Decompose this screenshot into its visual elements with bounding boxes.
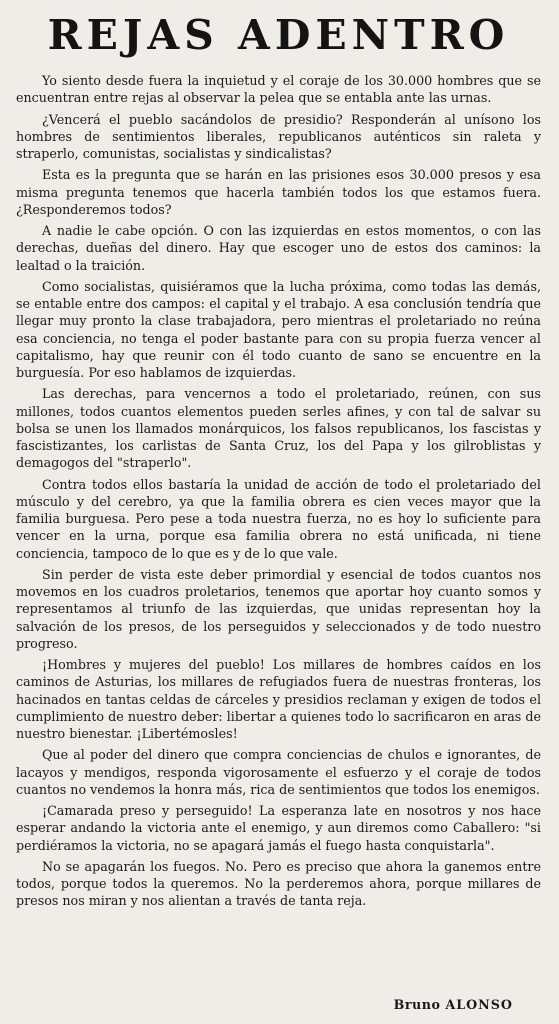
article-paragraph: No se apagarán los fuegos. No. Pero es preciso que ahora la ganemos entre todos, porque todos la queremos. No la perderemos ahora, porque millares de presos nos miran y nos alientan a través de tanta reja. (16, 858, 541, 909)
article-paragraph: ¡Camarada preso y perseguido! La esperanza late en nosotros y nos hace esperar andando la victoria ante el enemigo, y aun diremos como Caballero: "si perdiéramos la victoria, no se apagará jamás el fuego hasta conquistarla". (16, 803, 541, 853)
article-paragraph: Como socialistas, quisiéramos que la lucha próxima, como todas las demás, se entable entre dos campos: el capital y el trabajo. A esa conclusión tendría que llegar muy pronto la clase trabajadora, pero mientras el proletariado no reúna esa conciencia, no tenga el poder bastante para con su propia fuerza vencer al capitalismo, hay que reunir con él todo cuanto de sano se encuentre en la burguesía. Por eso hablamos de izquierdas. (16, 278, 541, 380)
article-body (16, 72, 541, 910)
article-paragraph: Las derechas, para vencernos a todo el proletariado, reúnen, con sus millones, todos cuantos elementos pueden serles afines, y con tal de salvar su bolsa se unen los llamados monárquicos, los falsos republicanos, los fascistas y fascistizantes, los carlistas de Santa Cruz, los del Papa y los gilroblistas y demagogos del "straperlo". (16, 386, 541, 471)
article-headline: REJAS ADENTRO (47, 11, 510, 59)
article-paragraph: ¿Vencerá el pueblo sacándolos de presidio? Responderán al unísono los hombres de sentimientos liberales, republicanos auténticos sin raleta y straperlo, comunistas, socialistas y sindicalistas? (16, 111, 541, 161)
author-signature (394, 997, 513, 1012)
article-paragraph: Que al poder del dinero que compra conciencias de chulos e ignorantes, de lacayos y mendigos, responda vigorosamente el esfuerzo y el coraje de todos cuantos no vendemos la honra más, rica de sentimientos que todos los enemigos. (16, 747, 541, 797)
author-surname: ALONSO (445, 997, 513, 1012)
author-first-name: Bruno (393, 997, 441, 1012)
article-paragraph: Contra todos ellos bastaría la unidad de acción de todo el proletariado del músculo y del cerebro, ya que la familia obrera es cien veces mayor que la familia burguesa. Pero pese a toda nuestra fuerza, no es hoy lo suficiente para vencer en la urna, porque esa familia obrera no está unificada, ni tiene conciencia, tampoco de lo que es y de lo que vale. (16, 476, 541, 561)
article-paragraph: Yo siento desde fuera la inquietud y el coraje de los 30.000 hombres que se encuentran entre rejas al observar la pelea que se entabla ante las urnas. (16, 73, 541, 106)
article-paragraph: A nadie le cabe opción. O con las izquierdas en estos momentos, o con las derechas, dueñas del dinero. Hay que escoger uno de estos dos caminos: la lealtad o la traición. (16, 223, 541, 273)
article-paragraph: ¡Hombres y mujeres del pueblo! Los millares de hombres caídos en los caminos de Asturias, los millares de refugiados fuera de nuestras fronteras, los hacinados en tantas celdas de cárceles y presidios reclaman y exigen de todos el cumplimiento de nuestro deber: libertar a quienes todo lo sacrificaron en aras de nuestro bienestar. ¡Libertémosles! (16, 657, 541, 741)
article-paragraph: Sin perder de vista este deber primordial y esencial de todos cuantos nos movemos en los cuadros proletarios, tenemos que aportar hoy cuanto somos y representamos al triunfo de las izquierdas, que unidas representan hoy la salvación de los presos, de los perseguidos y seleccionados y de todo nuestro progreso. (16, 566, 541, 651)
article-paragraph: Esta es la pregunta que se harán en las prisiones esos 30.000 presos y esa misma pregunta tenemos que hacerla también todos los que estamos fuera. ¿Responderemos todos? (16, 167, 541, 217)
